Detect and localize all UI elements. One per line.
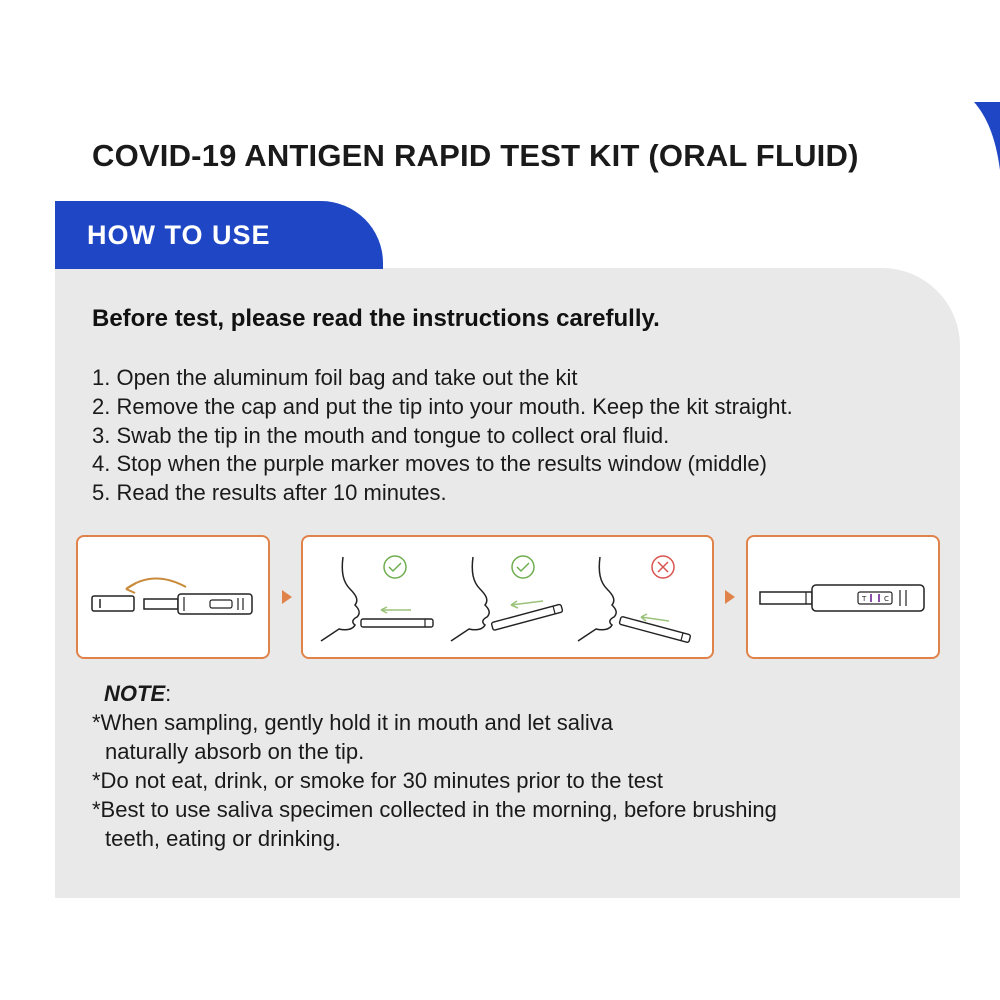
- note-line: *When sampling, gently hold it in mouth and let saliva: [92, 710, 613, 735]
- test-kit-icon: [619, 616, 691, 642]
- step-illustration-open: [76, 535, 270, 659]
- steps-list: [92, 364, 793, 508]
- note-line: *Best to use saliva specimen collected in the morning, before brushing: [92, 797, 777, 822]
- cross-icon: [652, 556, 674, 578]
- face-icon: [578, 557, 616, 641]
- test-line-label: T: [862, 595, 867, 603]
- note-section: [92, 679, 777, 853]
- step-item: 3. Swab the tip in the mouth and tongue to collect oral fluid.: [92, 422, 670, 448]
- page-title: COVID-19 ANTIGEN RAPID TEST KIT (ORAL FLUID): [92, 138, 859, 173]
- how-to-use-label: HOW TO USE: [87, 220, 271, 250]
- step-illustration-result: [746, 535, 940, 659]
- result-kit-illustration: [748, 537, 942, 661]
- arrow-right-icon: [724, 589, 736, 605]
- note-line: naturally absorb on the tip.: [105, 739, 365, 764]
- step-item: 1. Open the aluminum foil bag and take out the kit: [92, 365, 578, 390]
- note-line: *Do not eat, drink, or smoke for 30 minutes prior to the test: [92, 768, 664, 793]
- step-item: 4. Stop when the purple marker moves to the results window (middle): [92, 451, 767, 477]
- step-item: 5. Read the results after 10 minutes.: [92, 480, 447, 506]
- cap-icon: [92, 596, 134, 611]
- note-line: teeth, eating or drinking.: [105, 826, 342, 851]
- step-illustration-sampling: [301, 535, 714, 659]
- face-icon: [321, 557, 359, 641]
- how-to-use-tab: [55, 201, 383, 269]
- open-kit-illustration: [78, 537, 272, 661]
- arrow-right-icon: [281, 589, 293, 605]
- note-title: NOTE:: [104, 681, 172, 706]
- intro-heading: Before test, please read the instructions carefully.: [92, 305, 660, 332]
- check-icon: [384, 556, 406, 578]
- test-kit-icon: [361, 619, 433, 627]
- test-kit-icon: [491, 604, 563, 630]
- step-item: 2. Remove the cap and put the tip into your mouth. Keep the kit straight.: [92, 393, 793, 419]
- control-line-label: C: [884, 595, 889, 603]
- face-icon: [451, 557, 489, 641]
- sampling-illustration: [303, 537, 716, 661]
- check-icon: [512, 556, 534, 578]
